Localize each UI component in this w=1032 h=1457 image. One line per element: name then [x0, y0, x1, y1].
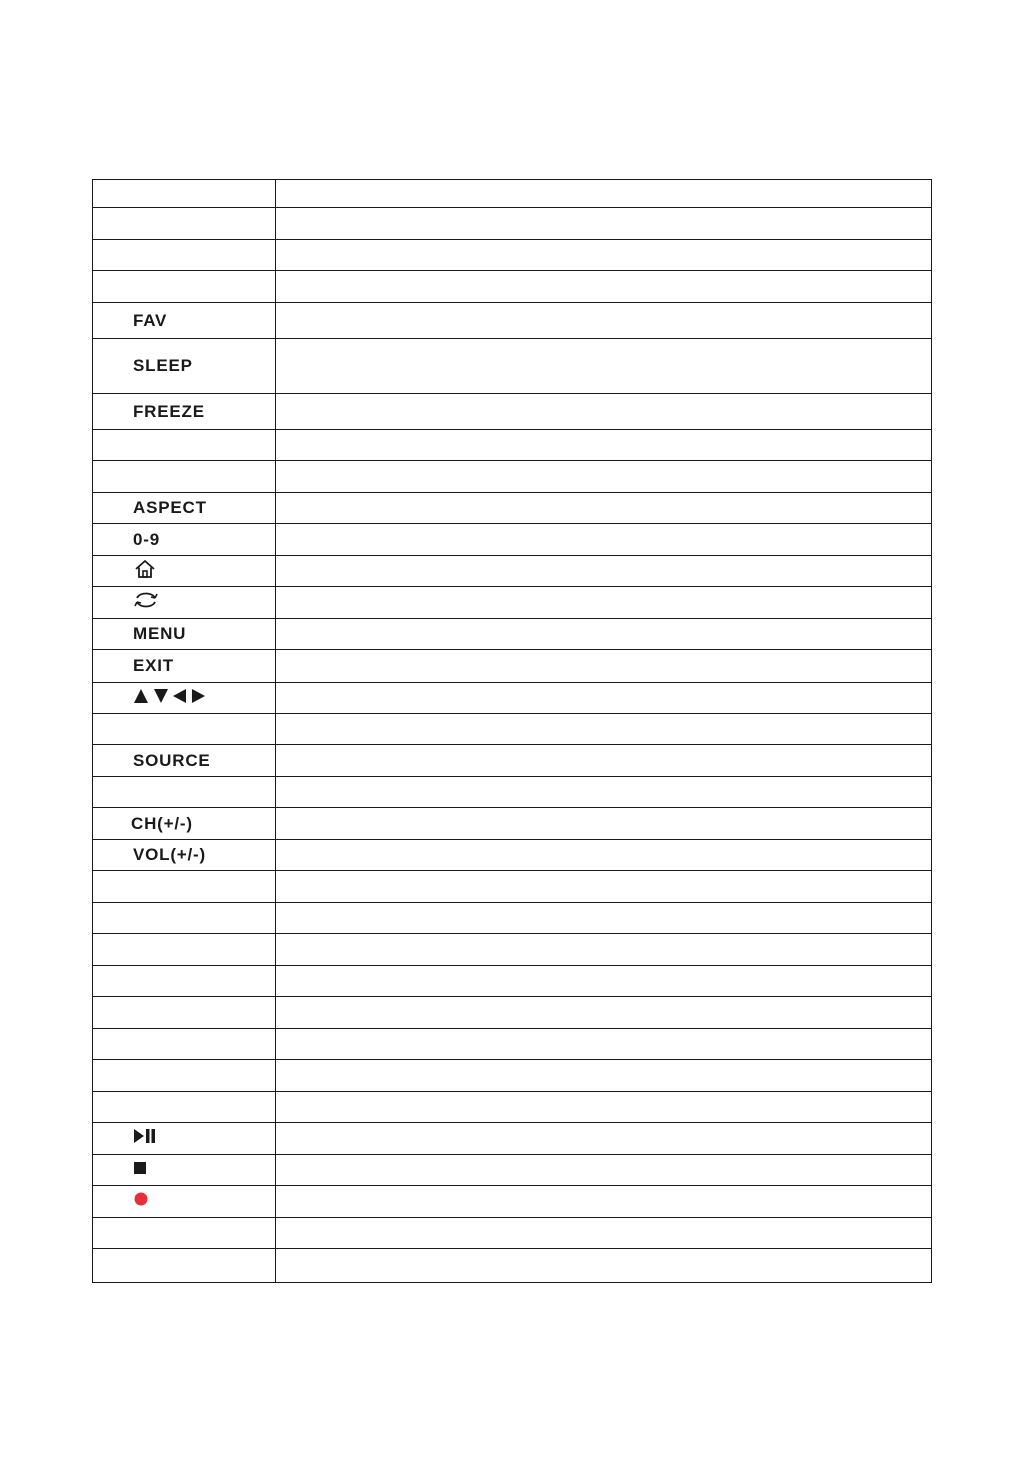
description-cell: [276, 1186, 932, 1218]
key-cell: [93, 556, 276, 587]
description-cell: [276, 303, 932, 339]
key-cell: [93, 1155, 276, 1186]
key-cell: [93, 240, 276, 271]
description-cell: [276, 1218, 932, 1249]
fav-key-label: FAV: [133, 310, 168, 330]
description-cell: [276, 524, 932, 556]
description-cell: [276, 240, 932, 271]
table-row: [93, 493, 932, 524]
aspect-key-label: ASPECT: [133, 498, 207, 517]
key-cell: [93, 1123, 276, 1155]
key-cell: [93, 208, 276, 240]
key-cell: [93, 430, 276, 461]
key-cell: [93, 1218, 276, 1249]
table-row: [93, 394, 932, 430]
key-cell: [93, 1092, 276, 1123]
key-cell: [93, 777, 276, 808]
table-row: [93, 430, 932, 461]
description-cell: [276, 271, 932, 303]
key-cell: [93, 745, 276, 777]
table-row: [93, 556, 932, 587]
description-cell: [276, 180, 932, 208]
table-row: [93, 587, 932, 619]
remote-key-table: [92, 179, 932, 1283]
key-cell: [93, 271, 276, 303]
key-cell: [93, 587, 276, 619]
description-cell: [276, 430, 932, 461]
exit-key-label: EXIT: [133, 656, 174, 675]
table-row: [93, 903, 932, 934]
table-row: [93, 650, 932, 683]
table-row: [93, 461, 932, 493]
table-row: [93, 966, 932, 997]
table-row: [93, 1186, 932, 1218]
table-row: [93, 808, 932, 840]
description-cell: [276, 394, 932, 430]
key-cell: [93, 524, 276, 556]
record-icon: [133, 1191, 149, 1207]
table-row: [93, 619, 932, 650]
table-row: [93, 745, 932, 777]
description-cell: [276, 650, 932, 683]
description-cell: [276, 714, 932, 745]
table-row: [93, 934, 932, 966]
table-row: [93, 1029, 932, 1060]
table-row: [93, 180, 932, 208]
arrow-keys-icon: [133, 688, 207, 704]
key-cell: [93, 966, 276, 997]
number-keys-label: 0-9: [133, 529, 160, 549]
description-cell: [276, 1155, 932, 1186]
description-cell: [276, 934, 932, 966]
table-row: [93, 524, 932, 556]
key-cell: [93, 871, 276, 903]
key-cell: [93, 903, 276, 934]
freeze-key-label: FREEZE: [133, 401, 205, 421]
description-cell: [276, 1249, 932, 1283]
key-cell: [93, 840, 276, 871]
stop-icon: [133, 1161, 147, 1175]
key-cell: [93, 683, 276, 714]
menu-key-label: MENU: [133, 624, 187, 643]
description-cell: [276, 840, 932, 871]
key-cell: [93, 493, 276, 524]
description-cell: [276, 1029, 932, 1060]
key-cell: [93, 1186, 276, 1218]
table-row: [93, 339, 932, 394]
description-cell: [276, 777, 932, 808]
description-cell: [276, 339, 932, 394]
table-row: [93, 240, 932, 271]
table-row: [93, 1155, 932, 1186]
key-cell: [93, 1060, 276, 1092]
table-row: [93, 1092, 932, 1123]
table-row: [93, 997, 932, 1029]
table-row: [93, 840, 932, 871]
table-row: [93, 1060, 932, 1092]
table-row: [93, 777, 932, 808]
table-row: [93, 1123, 932, 1155]
table-row: [93, 303, 932, 339]
table-row: [93, 271, 932, 303]
description-cell: [276, 745, 932, 777]
description-cell: [276, 997, 932, 1029]
table-row: [93, 871, 932, 903]
description-cell: [276, 1060, 932, 1092]
description-cell: [276, 556, 932, 587]
key-cell: [93, 180, 276, 208]
description-cell: [276, 1123, 932, 1155]
source-key-label: SOURCE: [133, 750, 211, 770]
volume-key-label: VOL(+/-): [133, 845, 206, 864]
key-cell: [93, 339, 276, 394]
description-cell: [276, 871, 932, 903]
key-cell: [93, 714, 276, 745]
key-cell: [93, 808, 276, 840]
key-cell: [93, 461, 276, 493]
description-cell: [276, 587, 932, 619]
home-icon: [133, 558, 157, 580]
sleep-key-label: SLEEP: [133, 356, 193, 375]
description-cell: [276, 966, 932, 997]
description-cell: [276, 619, 932, 650]
recall-icon: [133, 590, 159, 610]
key-cell: [93, 997, 276, 1029]
table-row: [93, 1218, 932, 1249]
key-cell: [93, 1029, 276, 1060]
table-row: [93, 1249, 932, 1283]
description-cell: [276, 808, 932, 840]
table-row: [93, 683, 932, 714]
description-cell: [276, 1092, 932, 1123]
table-row: [93, 208, 932, 240]
key-cell: [93, 394, 276, 430]
key-cell: [93, 1249, 276, 1283]
description-cell: [276, 683, 932, 714]
description-cell: [276, 208, 932, 240]
key-cell: [93, 619, 276, 650]
key-cell: [93, 934, 276, 966]
play-pause-icon: [133, 1128, 157, 1144]
description-cell: [276, 461, 932, 493]
description-cell: [276, 903, 932, 934]
key-cell: [93, 303, 276, 339]
key-cell: [93, 650, 276, 683]
channel-key-label: CH(+/-): [131, 813, 193, 833]
description-cell: [276, 493, 932, 524]
table-row: [93, 714, 932, 745]
